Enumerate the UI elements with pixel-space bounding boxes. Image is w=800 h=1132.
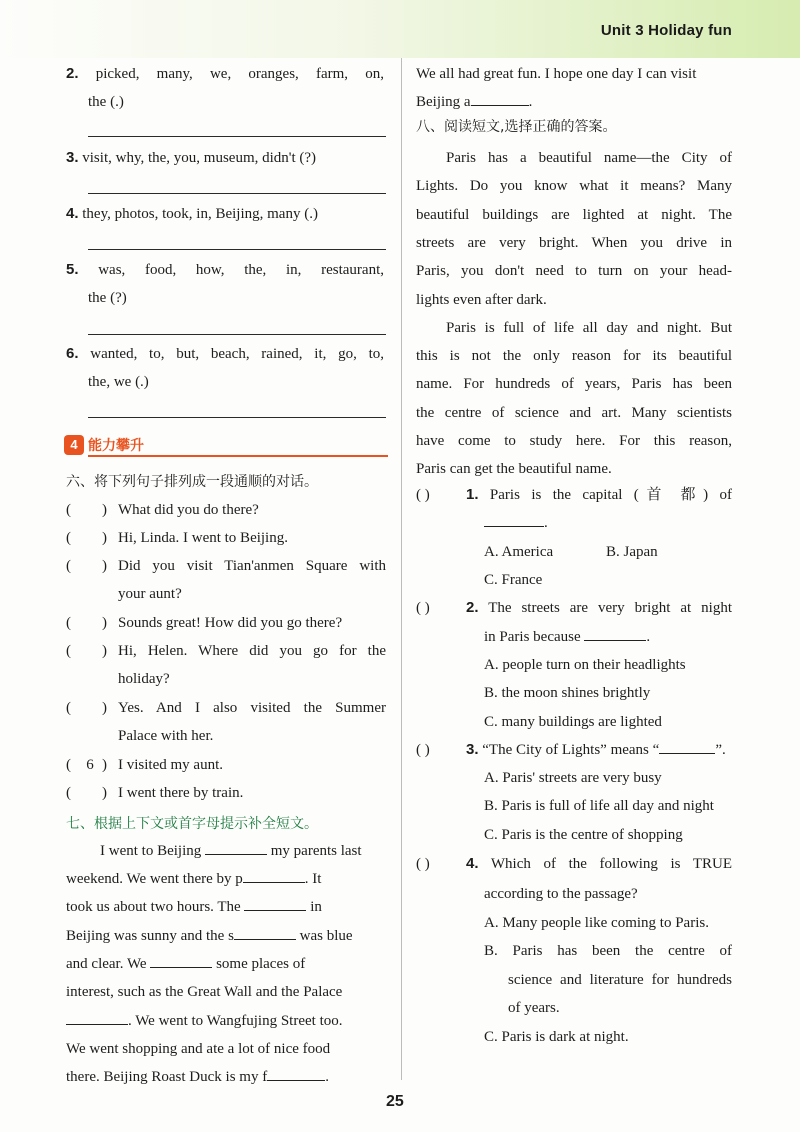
- order-paren-close[interactable]: ): [102, 530, 107, 546]
- text: .: [646, 629, 651, 645]
- order-paren-close[interactable]: ): [102, 785, 107, 801]
- blank-6[interactable]: [66, 1008, 128, 1025]
- question-number: 4.: [466, 855, 479, 872]
- section-6-title: 六、将下列句子排列成一段通顺的对话。: [66, 474, 318, 490]
- mc-question-1: [466, 481, 732, 510]
- passage-line: this is not the only reason for its beautiful: [416, 348, 732, 364]
- option-c[interactable]: C. Paris is dark at night.: [484, 1029, 629, 1045]
- text: my parents last: [270, 843, 362, 859]
- mc-question-3: [466, 736, 726, 765]
- blank-8[interactable]: [471, 89, 529, 106]
- passage-line: [66, 893, 322, 922]
- question-5: [66, 256, 384, 285]
- blank-3[interactable]: [244, 894, 306, 911]
- passage-line: [66, 1007, 343, 1036]
- passage-continuation: We all had great fun. I hope one day I can visit: [416, 66, 697, 82]
- blank-7[interactable]: [267, 1064, 325, 1081]
- dialogue-text-cont: your aunt?: [118, 586, 182, 602]
- order-paren-open[interactable]: (: [66, 530, 71, 546]
- text: . We went to Wangfujing Street too.: [128, 1013, 343, 1029]
- dialogue-text-cont: holiday?: [118, 671, 170, 687]
- dialogue-text: I visited my aunt.: [118, 757, 223, 773]
- question-number: 2.: [66, 65, 79, 82]
- dialogue-text: Hi, Helen. Where did you go for the: [118, 643, 386, 659]
- choice-paren[interactable]: ( ): [416, 487, 430, 503]
- passage-line: Paris, you don't need to turn on your head-: [416, 263, 732, 279]
- option-a[interactable]: A. America: [484, 544, 554, 560]
- mc-question-1-blank: [484, 509, 548, 538]
- question-4: [66, 200, 318, 229]
- answer-line-4[interactable]: [88, 249, 386, 250]
- passage-continuation: [416, 88, 532, 117]
- answer-line-2[interactable]: [88, 136, 386, 137]
- section-7-title: 七、根据上下文或首字母提示补全短文。: [66, 816, 318, 832]
- dialogue-item: [66, 751, 223, 780]
- blank-2[interactable]: [243, 866, 305, 883]
- order-paren-open[interactable]: (: [66, 643, 71, 659]
- question-number: 3.: [66, 149, 79, 166]
- question-2-line2: the (.): [88, 94, 124, 110]
- text: in Paris because: [484, 629, 581, 645]
- option-b[interactable]: B. Japan: [606, 544, 658, 560]
- passage-line: streets are very bright. When you drive in: [416, 235, 732, 251]
- question-words: visit, why, the, you, museum, didn't (?): [82, 150, 317, 166]
- dialogue-text: Yes. And I also visited the Summer: [118, 700, 386, 716]
- question-6: [66, 340, 384, 369]
- passage-line: [66, 1063, 329, 1092]
- passage-line: have come to study here. For this reason,: [416, 433, 732, 449]
- ability-icon: 4: [64, 435, 84, 455]
- mc-question-2-line2: [484, 623, 650, 652]
- option-a[interactable]: A. people turn on their headlights: [484, 657, 686, 673]
- passage-line: Paris has a beautiful name—the City of: [446, 150, 732, 166]
- option-b-cont: science and literature for hundreds: [508, 972, 732, 988]
- option-b[interactable]: B. the moon shines brightly: [484, 685, 651, 701]
- option-c[interactable]: C. many buildings are lighted: [484, 714, 662, 730]
- question-6-line2: the, we (.): [88, 374, 149, 390]
- question-words: was, food, how, the, in, restaurant,: [98, 262, 385, 278]
- passage-line: name. For hundreds of years, Paris has been: [416, 376, 732, 392]
- dialogue-text: I went there by train.: [118, 785, 244, 801]
- text: weekend. We went there by p: [66, 871, 243, 887]
- column-divider: [401, 58, 402, 1080]
- dialogue-item: [66, 779, 243, 808]
- dialogue-text: What did you do there?: [118, 502, 259, 518]
- order-paren-open[interactable]: (: [66, 615, 71, 631]
- mc-question-4-line2: according to the passage?: [484, 886, 638, 902]
- question-number: 2.: [466, 599, 479, 616]
- dialogue-text: Did you visit Tian'anmen Square with: [118, 558, 386, 574]
- text: I went to Beijing: [100, 843, 202, 859]
- order-paren-open[interactable]: (: [66, 785, 71, 801]
- text: Beijing was sunny and the s: [66, 928, 234, 944]
- blank-10[interactable]: [584, 624, 646, 641]
- text: Beijing a: [416, 94, 471, 110]
- page-number: 25: [386, 1093, 404, 1110]
- text: .: [528, 94, 533, 110]
- answer-line-3[interactable]: [88, 193, 386, 194]
- choice-paren[interactable]: ( ): [416, 856, 430, 872]
- blank-11[interactable]: [659, 737, 715, 754]
- answer-line-6[interactable]: [88, 417, 386, 418]
- dialogue-text-cont: Palace with her.: [118, 728, 214, 744]
- banner-underline: [88, 455, 388, 457]
- text: some places of: [216, 956, 306, 972]
- option-a[interactable]: A. Many people like coming to Paris.: [484, 915, 709, 931]
- text: .: [544, 515, 548, 531]
- question-words: wanted, to, but, beach, rained, it, go, to,: [90, 346, 384, 362]
- question-number: 5.: [66, 261, 79, 278]
- question-words: picked, many, we, oranges, farm, on,: [95, 66, 384, 82]
- text: was blue: [299, 928, 353, 944]
- text: and clear. We: [66, 956, 147, 972]
- option-c[interactable]: C. France: [484, 572, 543, 588]
- dialogue-item: [66, 552, 386, 581]
- passage-line: interest, such as the Great Wall and the Palace: [66, 984, 343, 1000]
- passage-line: lights even after dark.: [416, 292, 547, 308]
- question-number: 1.: [466, 486, 479, 503]
- passage-line: beautiful buildings are lighted at night. The: [416, 207, 732, 223]
- unit-title: Unit 3 Holiday fun: [600, 22, 732, 39]
- question-2: [66, 60, 384, 89]
- passage-line: the centre of science and art. Many scientists: [416, 405, 732, 421]
- text: .: [325, 1069, 329, 1085]
- mc-question-4: [466, 850, 732, 879]
- order-paren-open[interactable]: (: [66, 558, 71, 574]
- dialogue-text: Hi, Linda. I went to Beijing.: [118, 530, 288, 546]
- question-number: 3.: [466, 741, 479, 758]
- question-text: “The City of Lights” means “: [482, 742, 660, 758]
- mc-question-2: [466, 594, 732, 623]
- ability-banner: [64, 433, 388, 457]
- text: took us about two hours. The: [66, 899, 241, 915]
- question-5-line2: the (?): [88, 290, 127, 306]
- question-text: The streets are very bright at night: [488, 600, 732, 616]
- passage-line: Lights. Do you know what it means? Many: [416, 178, 732, 194]
- order-paren-close[interactable]: ): [102, 700, 107, 716]
- text: in: [310, 899, 322, 915]
- passage-line: [66, 922, 353, 951]
- passage-line: [66, 950, 305, 979]
- question-number: 6.: [66, 345, 79, 362]
- question-text: Which of the following is TRUE: [490, 856, 733, 872]
- question-text: Paris is the capital (首 都) of: [489, 487, 733, 503]
- dialogue-text: Sounds great! How did you go there?: [118, 615, 343, 631]
- question-3: [66, 144, 316, 173]
- dialogue-item: [66, 524, 288, 553]
- blank-5[interactable]: [150, 951, 212, 968]
- order-paren-open[interactable]: (: [66, 700, 71, 716]
- answer-line-5[interactable]: [88, 334, 386, 335]
- blank-4[interactable]: [234, 923, 296, 940]
- order-answer[interactable]: 6: [86, 757, 94, 773]
- choice-paren[interactable]: ( ): [416, 600, 430, 616]
- blank-9[interactable]: [484, 510, 544, 527]
- passage-line: Paris is full of life all day and night. But: [446, 320, 732, 336]
- passage-line: Paris can get the beautiful name.: [416, 461, 612, 477]
- blank-1[interactable]: [205, 838, 267, 855]
- option-a[interactable]: A. Paris' streets are very busy: [484, 770, 662, 786]
- option-b[interactable]: B. Paris is full of life all day and night: [484, 798, 714, 814]
- text: there. Beijing Roast Duck is my f: [66, 1069, 268, 1085]
- banner-title: 能力攀升: [88, 438, 144, 454]
- question-number: 4.: [66, 205, 79, 222]
- text: . It: [304, 871, 322, 887]
- order-paren-close[interactable]: ): [102, 643, 107, 659]
- section-8-title: 八、阅读短文,选择正确的答案。: [416, 119, 617, 135]
- order-paren-close[interactable]: ): [102, 615, 107, 631]
- passage-line: [66, 865, 321, 894]
- order-paren-close[interactable]: ): [102, 558, 107, 574]
- passage-line: [100, 837, 362, 866]
- order-paren-close[interactable]: ): [102, 757, 107, 773]
- option-b[interactable]: B. Paris has been the centre of: [484, 943, 732, 959]
- choice-paren[interactable]: ( ): [416, 742, 430, 758]
- dialogue-item: [66, 609, 342, 638]
- order-paren-open[interactable]: (: [66, 757, 71, 773]
- option-c[interactable]: C. Paris is the centre of shopping: [484, 827, 683, 843]
- dialogue-item: [66, 637, 386, 666]
- option-b-cont: of years.: [508, 1000, 560, 1016]
- text: ”.: [715, 742, 726, 758]
- order-paren-close[interactable]: ): [102, 502, 107, 518]
- dialogue-item: [66, 694, 386, 723]
- passage-line: We went shopping and ate a lot of nice food: [66, 1041, 331, 1057]
- question-words: they, photos, took, in, Beijing, many (.): [82, 206, 318, 222]
- order-paren-open[interactable]: (: [66, 502, 71, 518]
- dialogue-item: [66, 496, 259, 525]
